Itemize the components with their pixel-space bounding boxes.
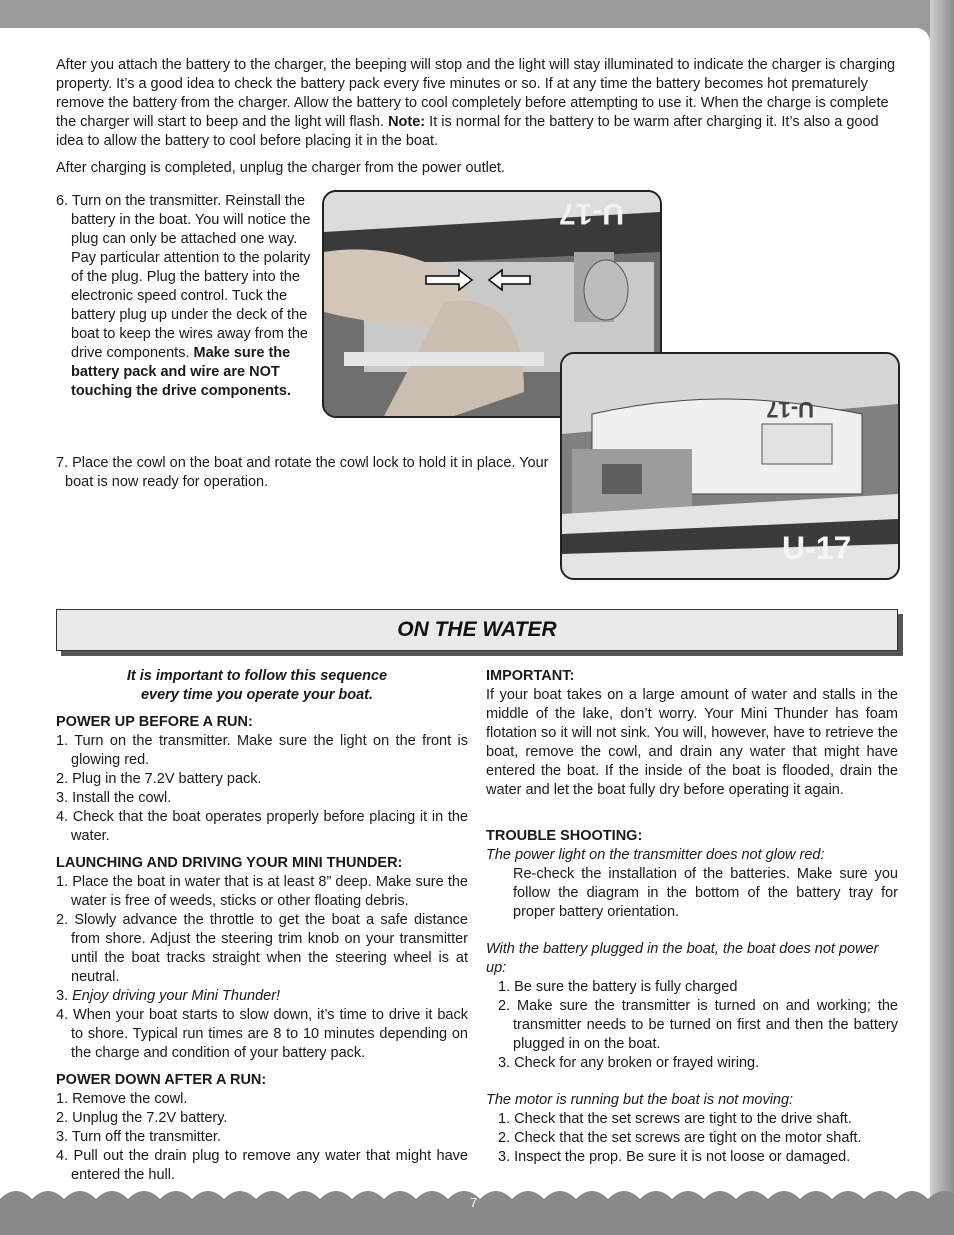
list-item: 2. Check that the set screws are tight on the motor shaft. xyxy=(498,1130,862,1146)
list-item: 1. Check that the set screws are tight to the drive shaft. xyxy=(498,1111,852,1127)
hull-number-label: U-17 xyxy=(558,197,624,230)
intro-paragraph-1 xyxy=(56,56,896,151)
list-item: 3. Install the cowl. xyxy=(56,790,172,806)
cowl-install-illustration xyxy=(562,354,898,578)
list-item: 3. Check for any broken or frayed wiring. xyxy=(498,1055,760,1071)
list-item: 1. Remove the cowl. xyxy=(56,1091,188,1107)
step-6-warning: Make sure the battery pack and wire are NOT touching the drive components. xyxy=(71,345,291,399)
issue-2-fixes xyxy=(486,978,898,1073)
power-down-heading: POWER DOWN AFTER A RUN: xyxy=(56,1072,267,1088)
launch-heading: LAUNCHING AND DRIVING YOUR MINI THUNDER: xyxy=(56,855,403,871)
step-6-text: 6. Turn on the transmitter. Reinstall the battery in the boat. You will notice the plug can only be attached one way. Pay particular attention to the polarity of the plug. Plug the battery into the electronic speed control. Tuck the battery plug up under the deck of the boat to keep the wires away from the drive components. xyxy=(56,193,311,361)
power-up-list xyxy=(56,732,468,846)
launch-list xyxy=(56,873,468,1063)
issue-1: The power light on the transmitter does not glow red: xyxy=(486,847,825,863)
intro-note-label: Note: xyxy=(388,114,426,130)
sequence-note-line-2: every time you operate your boat. xyxy=(140,687,374,703)
list-item: 2. Slowly advance the throttle to get the boat a safe distance from shore. Adjust the steering trim knob on your transmitter until the boat tracks straight when the steering wheel is at neutral. xyxy=(56,912,468,985)
hull-number-label-2: U-17 xyxy=(766,397,814,422)
list-text: Enjoy driving your Mini Thunder! xyxy=(72,988,281,1004)
right-column xyxy=(486,667,898,1167)
step-6 xyxy=(56,192,314,401)
page-number: 7 xyxy=(470,1195,478,1210)
issue-1-fix: Re-check the installation of the batteries. Make sure you follow the diagram in the bottom of the battery tray for proper battery orientation. xyxy=(513,866,898,920)
section-title: ON THE WATER xyxy=(397,618,557,641)
important-heading: IMPORTANT: xyxy=(486,668,575,684)
list-item: 4. When your boat starts to slow down, it’s time to drive it back to shore. Typical run times are 8 to 10 minutes depending on the charge and condition of your battery pack. xyxy=(56,1007,468,1061)
issue-3-fixes xyxy=(486,1110,898,1167)
left-column xyxy=(56,667,468,1185)
step-7: 7. Place the cowl on the boat and rotate the cowl lock to hold it in place. Your boat is now ready for operation. xyxy=(56,455,549,490)
list-item: 4. Check that the boat operates properly before placing it in the water. xyxy=(56,809,468,844)
list-item: 2. Plug in the 7.2V battery pack. xyxy=(56,771,262,787)
cowl-install-photo xyxy=(560,352,900,580)
section-banner xyxy=(56,609,898,651)
list-item: 4. Pull out the drain plug to remove any water that might have entered the hull. xyxy=(56,1148,468,1183)
issue-2: With the battery plugged in the boat, the boat does not power up: xyxy=(486,941,879,976)
intro-paragraph-2: After charging is completed, unplug the charger from the power outlet. xyxy=(56,160,505,176)
sequence-note-line-1: It is important to follow this sequence xyxy=(126,668,388,684)
list-item: 1. Be sure the battery is fully charged xyxy=(498,979,738,995)
hull-number-label-3: U-17 xyxy=(782,530,852,566)
list-number: 3. xyxy=(56,988,73,1004)
power-down-list xyxy=(56,1090,468,1185)
footer-wave xyxy=(0,1185,954,1235)
power-up-heading: POWER UP BEFORE A RUN: xyxy=(56,714,253,730)
issue-3: The motor is running but the boat is not moving: xyxy=(486,1092,794,1108)
list-item: 1. Turn on the transmitter. Make sure the light on the front is glowing red. xyxy=(56,733,468,768)
list-item: 2. Make sure the transmitter is turned on and working; the transmitter needs to be turned on first and then the battery plugged in on the boat. xyxy=(498,998,898,1052)
intro-text-a: After you attach the battery to the charger, the beeping will stop and the light will stay illuminated to indicate the charger is charging property. It’s a good idea to check the battery pack every five minutes or so. If at any time the battery becomes hot prematurely remove the battery from the charger. Allow the battery to cool completely before attempting to use it. When the charge is complete the charger will start to beep and the light will flash. xyxy=(56,57,896,130)
list-item: 2. Unplug the 7.2V battery. xyxy=(56,1110,228,1126)
list-item: 3. Turn off the transmitter. xyxy=(56,1129,221,1145)
intro-text-b: It is normal for the battery to be warm after charging it. It’s also a good idea to allow the battery to cool before placing it in the boat. xyxy=(56,114,879,149)
trouble-heading: TROUBLE SHOOTING: xyxy=(486,828,643,844)
important-text: If your boat takes on a large amount of water and stalls in the middle of the lake, don’t worry. Your Mini Thunder has foam flotation so it will not sink. You will, however, have to retrieve the boat, remove the cowl, and drain any water that might have entered the boat. If the inside of the boat is flooded, drain the water and let the boat fully dry before operating it again. xyxy=(486,687,898,798)
list-item: 1. Place the boat in water that is at least 8” deep. Make sure the water is free of weeds, sticks or other floating debris. xyxy=(56,874,468,909)
list-item: 3. Inspect the prop. Be sure it is not loose or damaged. xyxy=(498,1149,851,1165)
page-edge-gradient xyxy=(930,0,954,1235)
sequence-note xyxy=(56,667,468,705)
list-item xyxy=(56,987,468,1006)
